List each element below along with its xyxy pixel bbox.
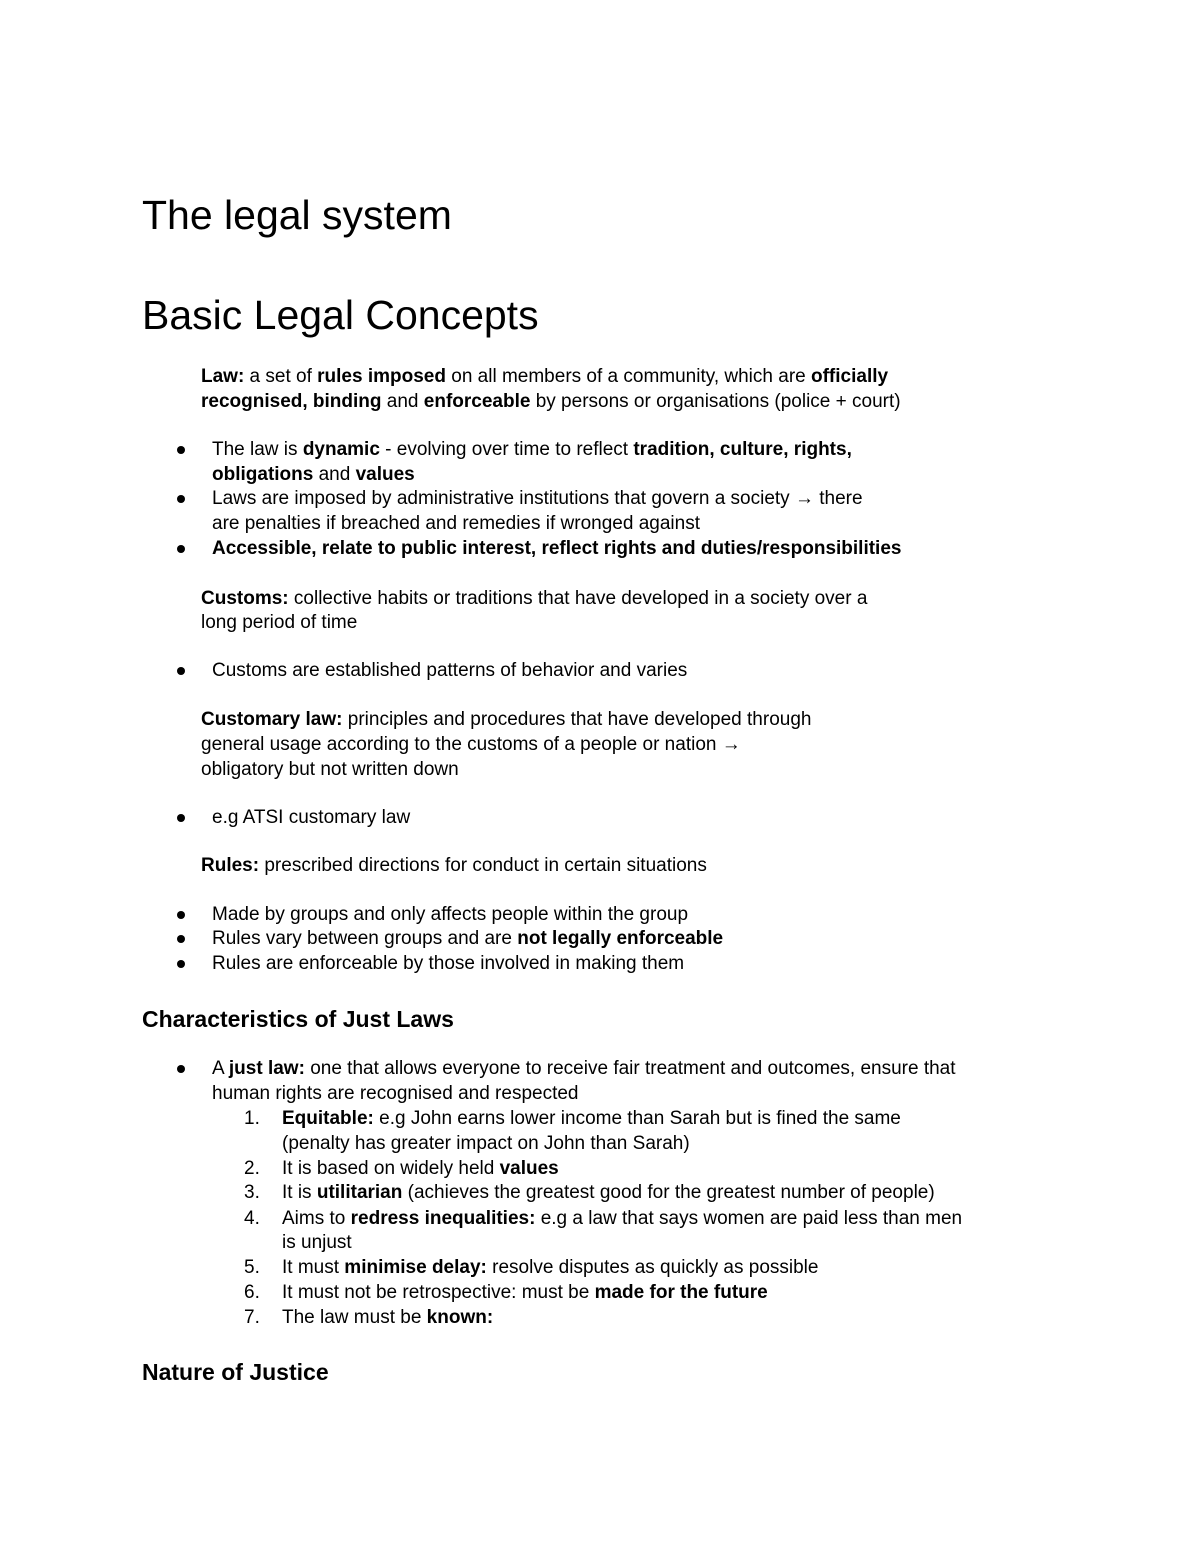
bold-text-run: Rules:: [201, 855, 260, 876]
section-heading-just-laws: Characteristics of Just Laws: [142, 1006, 454, 1032]
bullet-icon: [177, 814, 185, 822]
bold-text-run: utilitarian: [316, 1182, 403, 1203]
bold-text-run: made for the future: [594, 1282, 768, 1303]
text-run: The law must be: [282, 1307, 427, 1328]
just-law-item-4-line-2: [282, 1230, 352, 1255]
text-run: - evolving over time to reflect: [379, 439, 634, 460]
text-run: Aims to: [282, 1208, 351, 1229]
bullet-icon: [177, 1065, 185, 1073]
bold-text-run: not legally enforceable: [517, 928, 724, 949]
bold-text-run: tradition, culture, rights,: [633, 439, 852, 460]
just-law-item-4-line-1: [282, 1206, 962, 1231]
bold-text-run: officially: [811, 366, 889, 387]
list-number: 4.: [244, 1208, 260, 1229]
text-run: prescribed directions for conduct in certain situations: [259, 855, 707, 876]
just-law-bullet-line-1: [212, 1056, 956, 1081]
just-law-bullet-line-2: [212, 1081, 579, 1106]
bold-text-run: Customs:: [201, 588, 289, 609]
bold-text-run: enforceable: [423, 391, 531, 412]
customs-definition-line-1: [201, 586, 867, 611]
section-heading-nature-of-justice: Nature of Justice: [142, 1359, 329, 1385]
customary-law-bullet-1: [212, 805, 410, 830]
just-law-item-1-line-2: [282, 1131, 690, 1156]
law-bullet-2-line-1: [212, 486, 863, 511]
bullet-icon: [177, 545, 185, 553]
text-run: It is based on widely held: [282, 1158, 500, 1179]
just-law-item-3: [282, 1180, 935, 1205]
text-run: It must not be retrospective: must be: [282, 1282, 595, 1303]
list-number: 5.: [244, 1257, 260, 1278]
text-run: and: [381, 391, 424, 412]
list-number: 7.: [244, 1307, 260, 1328]
text-run: Made by groups and only affects people within the group: [212, 904, 689, 925]
bold-text-run: redress inequalities:: [350, 1208, 536, 1229]
just-law-item-6: [282, 1280, 768, 1305]
text-run: obligatory but not written down: [201, 759, 459, 780]
text-run: The law is: [212, 439, 303, 460]
bold-text-run: Equitable:: [282, 1108, 374, 1129]
bold-text-run: just law:: [228, 1058, 305, 1079]
bold-text-run: rules imposed: [317, 366, 446, 387]
section-heading-basic-legal-concepts: Basic Legal Concepts: [142, 292, 539, 338]
law-bullet-2-line-2: [212, 511, 700, 536]
bold-text-run: minimise delay:: [344, 1257, 487, 1278]
just-law-item-7: [282, 1305, 493, 1330]
text-run: (achieves the greatest good for the greatest number of people): [402, 1182, 935, 1203]
bold-text-run: recognised, binding: [201, 391, 382, 412]
list-number: 3.: [244, 1182, 260, 1203]
text-run: e.g John earns lower income than Sarah but is fined the same: [373, 1108, 901, 1129]
text-run: Rules vary between groups and are: [212, 928, 518, 949]
just-law-item-1-line-1: [282, 1106, 901, 1131]
text-run: a set of: [244, 366, 318, 387]
rules-bullet-1: [212, 902, 688, 927]
just-law-item-5: [282, 1255, 818, 1280]
customary-law-definition-line-2: [201, 732, 741, 757]
page-title: The legal system: [142, 192, 452, 238]
text-run: Customs are established patterns of behavior and varies: [212, 660, 688, 681]
text-run: e.g ATSI customary law: [212, 807, 411, 828]
bullet-icon: [177, 667, 185, 675]
list-number: 2.: [244, 1158, 260, 1179]
text-run: and: [313, 464, 356, 485]
law-bullet-1-line-1: [212, 437, 852, 462]
just-law-item-2: [282, 1156, 559, 1181]
bullet-icon: [177, 446, 185, 454]
text-run: It must: [282, 1257, 345, 1278]
text-run: principles and procedures that have developed through: [342, 709, 812, 730]
text-run: long period of time: [201, 612, 358, 633]
text-run: collective habits or traditions that have developed in a society over a: [288, 588, 868, 609]
text-run: is unjust: [282, 1232, 352, 1253]
text-run: are penalties if breached and remedies if wronged against: [212, 513, 700, 534]
bullet-icon: [177, 935, 185, 943]
text-run: Laws are imposed by administrative institutions that govern a society → there: [212, 488, 863, 509]
bold-text-run: obligations: [212, 464, 314, 485]
text-run: on all members of a community, which are: [445, 366, 811, 387]
bullet-icon: [177, 495, 185, 503]
text-run: e.g a law that says women are paid less than men: [535, 1208, 963, 1229]
text-run: by persons or organisations (police + court): [530, 391, 901, 412]
bold-text-run: values: [355, 464, 415, 485]
bold-text-run: Law:: [201, 366, 245, 387]
customary-law-definition-line-3: [201, 757, 459, 782]
rules-bullet-2: [212, 926, 723, 951]
law-bullet-1-line-2: [212, 462, 415, 487]
text-run: A: [212, 1058, 229, 1079]
bold-text-run: values: [499, 1158, 559, 1179]
law-bullet-3: [212, 536, 901, 561]
rules-definition: [201, 853, 707, 878]
text-run: Rules are enforceable by those involved in making them: [212, 953, 685, 974]
bullet-icon: [177, 960, 185, 968]
text-run: (penalty has greater impact on John than Sarah): [282, 1133, 690, 1154]
customary-law-definition-line-1: [201, 707, 811, 732]
bold-text-run: Customary law:: [201, 709, 343, 730]
bold-text-run: dynamic: [302, 439, 380, 460]
text-run: human rights are recognised and respected: [212, 1083, 579, 1104]
rules-bullet-3: [212, 951, 684, 976]
text-run: general usage according to the customs of a people or nation →: [201, 734, 741, 755]
text-run: resolve disputes as quickly as possible: [486, 1257, 819, 1278]
law-definition-line-2: [201, 389, 901, 414]
law-definition-line-1: [201, 364, 888, 389]
bold-text-run: Accessible, relate to public interest, reflect rights and duties/responsibilities: [212, 538, 902, 559]
bullet-icon: [177, 911, 185, 919]
customs-definition-line-2: [201, 610, 357, 635]
list-number: 1.: [244, 1108, 260, 1129]
bold-text-run: known:: [426, 1307, 494, 1328]
text-run: It is: [282, 1182, 317, 1203]
text-run: one that allows everyone to receive fair treatment and outcomes, ensure that: [304, 1058, 956, 1079]
list-number: 6.: [244, 1282, 260, 1303]
customs-bullet-1: [212, 658, 687, 683]
